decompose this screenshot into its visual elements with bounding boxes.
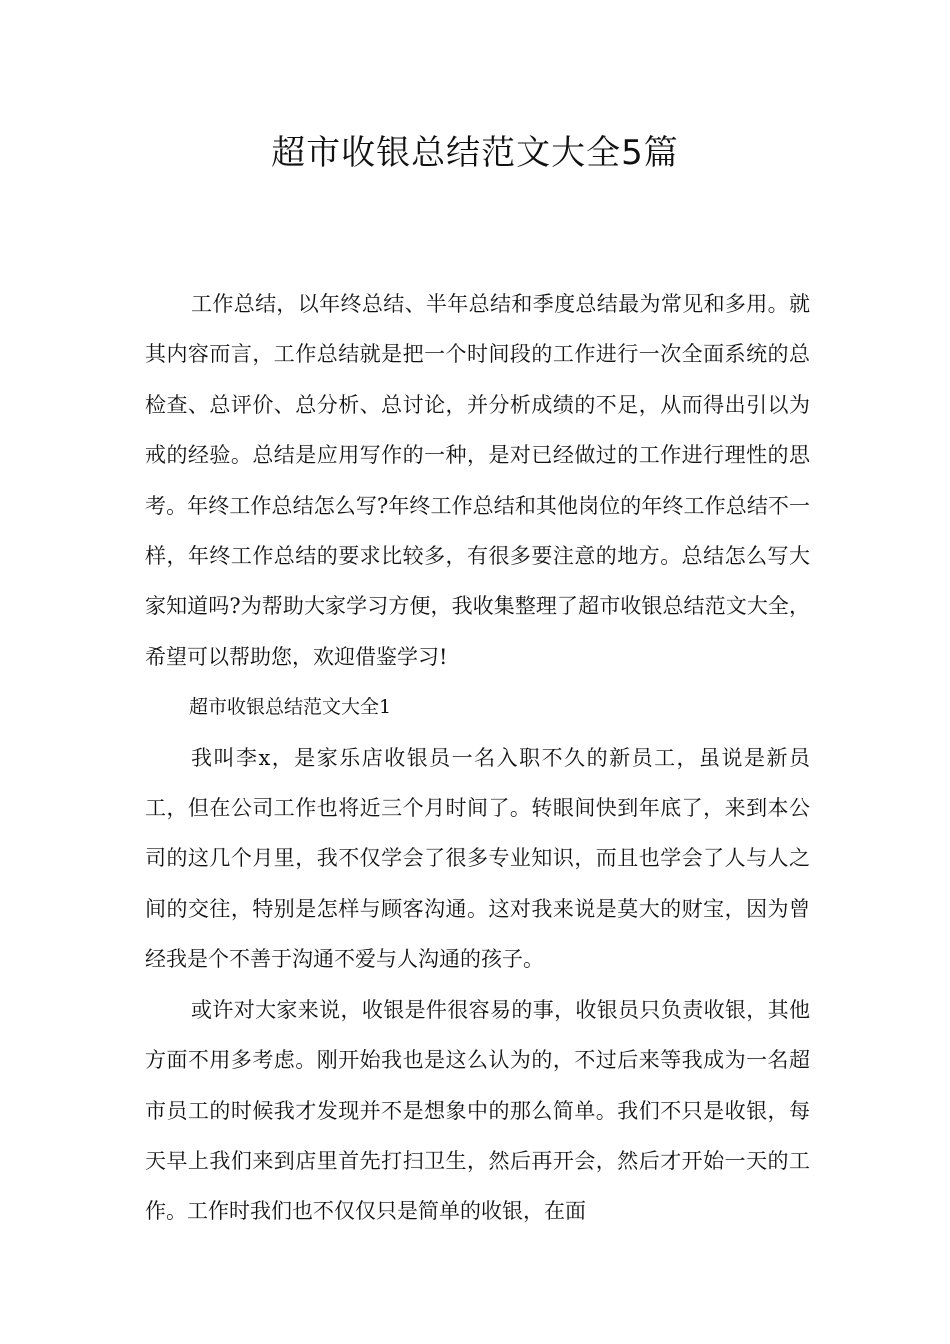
body-paragraph: 或许对大家来说，收银是件很容易的事，收银员只负责收银，其他方面不用多考虑。刚开始我也是这么认为的，不过后来等我成为一名超市员工的时候我才发现并不是想象中的那么简单。我们不只是收银，每天早上我们来到店里首先打扫卫生，然后再开会，然后才开始一天的工作。工作时我们也不仅仅只是简单的收银，在面 bbox=[145, 997, 810, 1224]
document-title: 超市收银总结范文大全5篇 bbox=[271, 133, 679, 173]
body-paragraph: 我叫李x，是家乐店收银员一名入职不久的新员工，虽说是新员工，但在公司工作也将近三个月时间了。转眼间快到年底了，来到本公司的这几个月里，我不仅学会了很多专业知识，而且也学会了人与人之间的交往，特别是怎样与顾客沟通。这对我来说是莫大的财宝，因为曾经我是个不善于沟通不爱与人沟通的孩子。 bbox=[145, 745, 810, 972]
document-body bbox=[145, 279, 810, 1237]
section-heading: 超市收银总结范文大全1 bbox=[189, 696, 392, 719]
intro-paragraph: 工作总结，以年终总结、半年总结和季度总结最为常见和多用。就其内容而言，工作总结就是把一个时间段的工作进行一次全面系统的总检查、总评价、总分析、总讨论，并分析成绩的不足，从而得出引以为戒的经验。总结是应用写作的一种，是对已经做过的工作进行理性的思考。年终工作总结怎么写?年终工作总结和其他岗位的年终工作总结不一样，年终工作总结的要求比较多，有很多要注意的地方。总结怎么写大家知道吗?为帮助大家学习方便，我收集整理了超市收银总结范文大全，希望可以帮助您，欢迎借鉴学习! bbox=[145, 292, 810, 669]
